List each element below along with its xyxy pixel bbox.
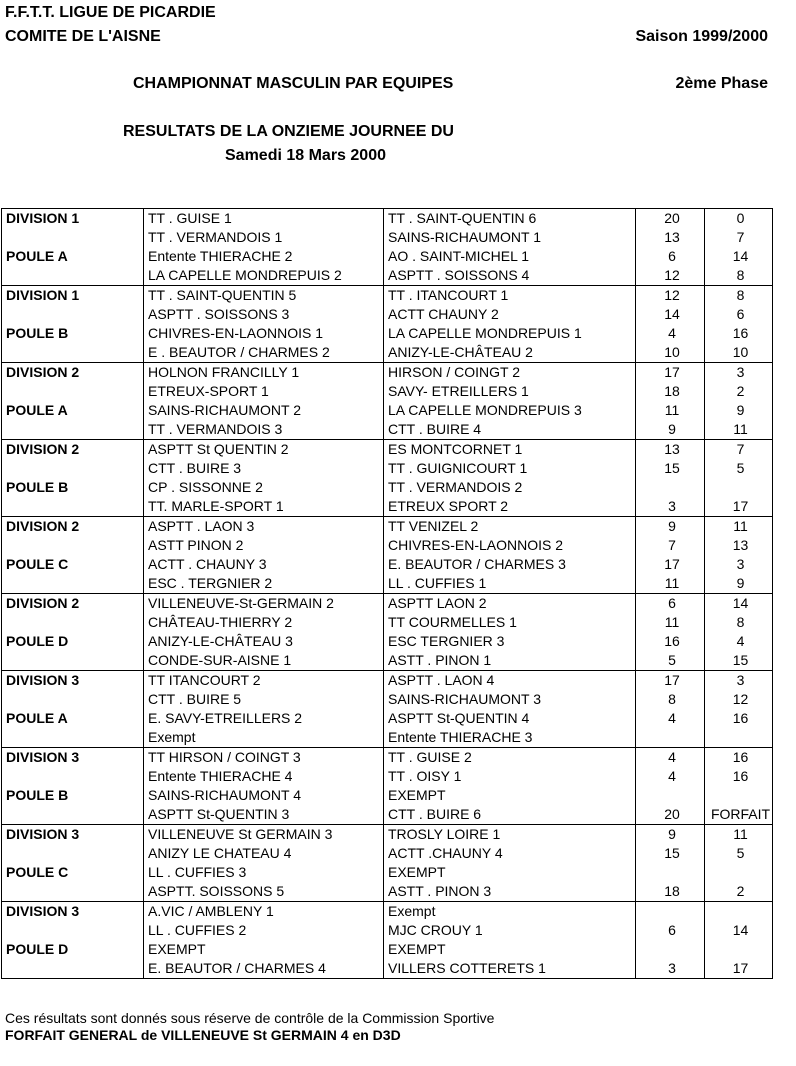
table-row <box>2 844 773 863</box>
home-team: CP . SISSONNE 2 <box>144 478 384 497</box>
away-score: 5 <box>705 459 773 478</box>
home-team: LA CAPELLE MONDREPUIS 2 <box>144 266 384 286</box>
home-team: VILLENEUVE-St-GERMAIN 2 <box>144 594 384 614</box>
away-score: 15 <box>705 651 773 671</box>
away-team: VILLERS COTTERETS 1 <box>384 959 636 979</box>
division-label: DIVISION 3 <box>2 902 144 922</box>
division-label: DIVISION 2 <box>2 517 144 537</box>
home-score: 11 <box>636 613 705 632</box>
home-score: 11 <box>636 574 705 594</box>
away-team: ANIZY-LE-CHÂTEAU 2 <box>384 343 636 363</box>
home-score: 17 <box>636 363 705 383</box>
home-score: 14 <box>636 305 705 324</box>
table-row <box>2 728 773 748</box>
table-row <box>2 863 773 882</box>
away-score <box>705 728 773 748</box>
table-row <box>2 805 773 825</box>
table-row <box>2 266 773 286</box>
table-row <box>2 459 773 478</box>
empty-cell <box>2 536 144 555</box>
away-score: 12 <box>705 690 773 709</box>
away-score: 3 <box>705 671 773 691</box>
away-score: 5 <box>705 844 773 863</box>
home-score: 15 <box>636 844 705 863</box>
away-score: 16 <box>705 709 773 728</box>
away-team: MJC CROUY 1 <box>384 921 636 940</box>
season-label: Saison 1999/2000 <box>635 28 768 45</box>
table-row <box>2 497 773 517</box>
home-score <box>636 863 705 882</box>
home-score: 13 <box>636 440 705 460</box>
home-score <box>636 478 705 497</box>
away-score: 11 <box>705 517 773 537</box>
home-score: 18 <box>636 382 705 401</box>
away-score: 8 <box>705 613 773 632</box>
home-score: 13 <box>636 228 705 247</box>
away-team: EXEMPT <box>384 940 636 959</box>
results-date: Samedi 18 Mars 2000 <box>225 147 386 164</box>
home-score: 9 <box>636 825 705 845</box>
home-team: TT HIRSON / COINGT 3 <box>144 748 384 768</box>
table-row <box>2 594 773 614</box>
home-team: E. SAVY-ETREILLERS 2 <box>144 709 384 728</box>
home-team: LL . CUFFIES 3 <box>144 863 384 882</box>
table-row <box>2 343 773 363</box>
table-row <box>2 228 773 247</box>
table-row <box>2 324 773 343</box>
table-row <box>2 690 773 709</box>
home-team: VILLENEUVE St GERMAIN 3 <box>144 825 384 845</box>
empty-cell <box>2 690 144 709</box>
away-score: 7 <box>705 228 773 247</box>
away-score <box>705 863 773 882</box>
away-score: 14 <box>705 921 773 940</box>
table-row <box>2 671 773 691</box>
away-team: EXEMPT <box>384 863 636 882</box>
table-row <box>2 209 773 229</box>
away-score: 2 <box>705 882 773 902</box>
home-score: 4 <box>636 748 705 768</box>
empty-cell <box>2 266 144 286</box>
away-team: SAVY- ETREILLERS 1 <box>384 382 636 401</box>
home-score: 20 <box>636 209 705 229</box>
away-team: ASPTT LAON 2 <box>384 594 636 614</box>
away-score: 11 <box>705 420 773 440</box>
empty-cell <box>2 959 144 979</box>
home-team: CTT . BUIRE 3 <box>144 459 384 478</box>
away-team: TT COURMELLES 1 <box>384 613 636 632</box>
empty-cell <box>2 305 144 324</box>
away-team: ACTT CHAUNY 2 <box>384 305 636 324</box>
away-team: ASTT . PINON 3 <box>384 882 636 902</box>
away-team: ACTT .CHAUNY 4 <box>384 844 636 863</box>
table-row <box>2 632 773 651</box>
away-team: LA CAPELLE MONDREPUIS 1 <box>384 324 636 343</box>
away-team: EXEMPT <box>384 786 636 805</box>
home-score: 3 <box>636 959 705 979</box>
home-team: ANIZY LE CHATEAU 4 <box>144 844 384 863</box>
away-team: E. BEAUTOR / CHARMES 3 <box>384 555 636 574</box>
empty-cell <box>2 651 144 671</box>
home-team: CHÂTEAU-THIERRY 2 <box>144 613 384 632</box>
empty-cell <box>2 420 144 440</box>
footer-note: Ces résultats sont donnés sous réserve de contrôle de la Commission Sportive <box>5 1010 495 1026</box>
home-team: A.VIC / AMBLENY 1 <box>144 902 384 922</box>
poule-label: POULE D <box>2 940 144 959</box>
home-score: 15 <box>636 459 705 478</box>
home-team: TT . SAINT-QUENTIN 5 <box>144 286 384 306</box>
away-team: SAINS-RICHAUMONT 1 <box>384 228 636 247</box>
table-row <box>2 247 773 266</box>
poule-label: POULE A <box>2 709 144 728</box>
away-team: TT . SAINT-QUENTIN 6 <box>384 209 636 229</box>
home-score: 9 <box>636 420 705 440</box>
table-row <box>2 517 773 537</box>
away-score: 3 <box>705 363 773 383</box>
poule-label: POULE B <box>2 478 144 497</box>
home-team: ASPTT. SOISSONS 5 <box>144 882 384 902</box>
away-score: 10 <box>705 343 773 363</box>
home-team: E. BEAUTOR / CHARMES 4 <box>144 959 384 979</box>
home-score: 8 <box>636 690 705 709</box>
division-label: DIVISION 3 <box>2 825 144 845</box>
table-row <box>2 882 773 902</box>
phase-label: 2ème Phase <box>675 75 768 92</box>
away-team: TT . ITANCOURT 1 <box>384 286 636 306</box>
away-team: ASPTT . SOISSONS 4 <box>384 266 636 286</box>
home-team: ASTT PINON 2 <box>144 536 384 555</box>
home-team: ACTT . CHAUNY 3 <box>144 555 384 574</box>
footer-forfait: FORFAIT GENERAL de VILLENEUVE St GERMAIN 4 en D3D <box>5 1027 401 1043</box>
home-team: TT . VERMANDOIS 3 <box>144 420 384 440</box>
away-score: FORFAIT <box>705 805 773 825</box>
home-team: TT . VERMANDOIS 1 <box>144 228 384 247</box>
home-score: 6 <box>636 921 705 940</box>
away-score: 6 <box>705 305 773 324</box>
table-row <box>2 748 773 768</box>
away-score <box>705 902 773 922</box>
home-team: Entente THIERACHE 2 <box>144 247 384 266</box>
away-score: 14 <box>705 247 773 266</box>
home-team: SAINS-RICHAUMONT 2 <box>144 401 384 420</box>
table-row <box>2 902 773 922</box>
away-team: CTT . BUIRE 4 <box>384 420 636 440</box>
away-score: 0 <box>705 209 773 229</box>
away-score: 2 <box>705 382 773 401</box>
home-score: 4 <box>636 767 705 786</box>
away-score: 17 <box>705 959 773 979</box>
table-row <box>2 959 773 979</box>
home-team: TT. MARLE-SPORT 1 <box>144 497 384 517</box>
home-score: 6 <box>636 247 705 266</box>
away-score <box>705 940 773 959</box>
home-score: 12 <box>636 266 705 286</box>
empty-cell <box>2 343 144 363</box>
table-row <box>2 940 773 959</box>
empty-cell <box>2 844 144 863</box>
away-team: CHIVRES-EN-LAONNOIS 2 <box>384 536 636 555</box>
empty-cell <box>2 574 144 594</box>
empty-cell <box>2 767 144 786</box>
away-team: ASTT . PINON 1 <box>384 651 636 671</box>
home-team: EXEMPT <box>144 940 384 959</box>
home-score: 10 <box>636 343 705 363</box>
away-team: AO . SAINT-MICHEL 1 <box>384 247 636 266</box>
home-score: 3 <box>636 497 705 517</box>
federation-title: F.F.T.T. LIGUE DE PICARDIE <box>5 4 216 21</box>
home-team: Entente THIERACHE 4 <box>144 767 384 786</box>
division-label: DIVISION 3 <box>2 671 144 691</box>
poule-label: POULE B <box>2 324 144 343</box>
away-team: ES MONTCORNET 1 <box>384 440 636 460</box>
empty-cell <box>2 613 144 632</box>
home-score: 5 <box>636 651 705 671</box>
away-team: TT . VERMANDOIS 2 <box>384 478 636 497</box>
table-row <box>2 401 773 420</box>
away-team: ETREUX SPORT 2 <box>384 497 636 517</box>
results-table <box>1 208 773 979</box>
table-row <box>2 382 773 401</box>
committee-title: COMITE DE L'AISNE <box>5 28 161 45</box>
away-score: 7 <box>705 440 773 460</box>
home-score <box>636 902 705 922</box>
away-team: Entente THIERACHE 3 <box>384 728 636 748</box>
away-score: 9 <box>705 401 773 420</box>
away-team: HIRSON / COINGT 2 <box>384 363 636 383</box>
home-score: 6 <box>636 594 705 614</box>
empty-cell <box>2 728 144 748</box>
division-label: DIVISION 1 <box>2 209 144 229</box>
away-team: Exempt <box>384 902 636 922</box>
home-score: 17 <box>636 555 705 574</box>
table-row <box>2 825 773 845</box>
table-row <box>2 286 773 306</box>
home-score: 16 <box>636 632 705 651</box>
home-team: E . BEAUTOR / CHARMES 2 <box>144 343 384 363</box>
away-team: TT . OISY 1 <box>384 767 636 786</box>
table-row <box>2 709 773 728</box>
away-team: CTT . BUIRE 6 <box>384 805 636 825</box>
poule-label: POULE A <box>2 401 144 420</box>
home-team: CTT . BUIRE 5 <box>144 690 384 709</box>
division-label: DIVISION 1 <box>2 286 144 306</box>
away-team: ASPTT . LAON 4 <box>384 671 636 691</box>
table-row <box>2 440 773 460</box>
away-score: 13 <box>705 536 773 555</box>
division-label: DIVISION 2 <box>2 594 144 614</box>
home-score: 12 <box>636 286 705 306</box>
away-team: ASPTT St-QUENTIN 4 <box>384 709 636 728</box>
home-score <box>636 786 705 805</box>
home-score <box>636 728 705 748</box>
poule-label: POULE B <box>2 786 144 805</box>
empty-cell <box>2 228 144 247</box>
home-score: 4 <box>636 709 705 728</box>
division-label: DIVISION 2 <box>2 363 144 383</box>
table-row <box>2 363 773 383</box>
home-team: CHIVRES-EN-LAONNOIS 1 <box>144 324 384 343</box>
home-team: ASPTT . LAON 3 <box>144 517 384 537</box>
away-score: 17 <box>705 497 773 517</box>
empty-cell <box>2 382 144 401</box>
home-score: 7 <box>636 536 705 555</box>
table-row <box>2 478 773 497</box>
home-team: ANIZY-LE-CHÂTEAU 3 <box>144 632 384 651</box>
home-team: ETREUX-SPORT 1 <box>144 382 384 401</box>
away-team: TROSLY LOIRE 1 <box>384 825 636 845</box>
empty-cell <box>2 921 144 940</box>
poule-label: POULE C <box>2 863 144 882</box>
away-team: TT . GUIGNICOURT 1 <box>384 459 636 478</box>
championship-title: CHAMPIONNAT MASCULIN PAR EQUIPES <box>133 75 454 92</box>
empty-cell <box>2 497 144 517</box>
away-team: TT . GUISE 2 <box>384 748 636 768</box>
table-row <box>2 613 773 632</box>
home-team: ASPTT St QUENTIN 2 <box>144 440 384 460</box>
away-score: 16 <box>705 324 773 343</box>
away-score: 16 <box>705 767 773 786</box>
home-team: TT . GUISE 1 <box>144 209 384 229</box>
home-team: Exempt <box>144 728 384 748</box>
table-row <box>2 420 773 440</box>
home-team: SAINS-RICHAUMONT 4 <box>144 786 384 805</box>
away-score: 14 <box>705 594 773 614</box>
home-team: LL . CUFFIES 2 <box>144 921 384 940</box>
away-score: 8 <box>705 266 773 286</box>
empty-cell <box>2 805 144 825</box>
table-row <box>2 536 773 555</box>
away-score <box>705 786 773 805</box>
home-team: TT ITANCOURT 2 <box>144 671 384 691</box>
home-team: ASPTT . SOISSONS 3 <box>144 305 384 324</box>
home-score <box>636 940 705 959</box>
empty-cell <box>2 882 144 902</box>
away-team: LA CAPELLE MONDREPUIS 3 <box>384 401 636 420</box>
home-team: HOLNON FRANCILLY 1 <box>144 363 384 383</box>
away-team: LL . CUFFIES 1 <box>384 574 636 594</box>
table-row <box>2 305 773 324</box>
home-score: 11 <box>636 401 705 420</box>
table-row <box>2 786 773 805</box>
home-team: CONDE-SUR-AISNE 1 <box>144 651 384 671</box>
table-row <box>2 767 773 786</box>
home-score: 17 <box>636 671 705 691</box>
home-score: 9 <box>636 517 705 537</box>
home-team: ASPTT St-QUENTIN 3 <box>144 805 384 825</box>
home-score: 4 <box>636 324 705 343</box>
away-score: 16 <box>705 748 773 768</box>
away-score: 11 <box>705 825 773 845</box>
table-row <box>2 651 773 671</box>
empty-cell <box>2 459 144 478</box>
poule-label: POULE C <box>2 555 144 574</box>
table-row <box>2 555 773 574</box>
poule-label: POULE D <box>2 632 144 651</box>
poule-label: POULE A <box>2 247 144 266</box>
division-label: DIVISION 2 <box>2 440 144 460</box>
results-title: RESULTATS DE LA ONZIEME JOURNEE DU <box>123 123 454 140</box>
table-row <box>2 921 773 940</box>
division-label: DIVISION 3 <box>2 748 144 768</box>
away-score: 8 <box>705 286 773 306</box>
home-score: 18 <box>636 882 705 902</box>
table-row <box>2 574 773 594</box>
home-team: ESC . TERGNIER 2 <box>144 574 384 594</box>
away-team: TT VENIZEL 2 <box>384 517 636 537</box>
home-score: 20 <box>636 805 705 825</box>
away-score <box>705 478 773 497</box>
away-score: 4 <box>705 632 773 651</box>
away-score: 3 <box>705 555 773 574</box>
away-team: ESC TERGNIER 3 <box>384 632 636 651</box>
away-team: SAINS-RICHAUMONT 3 <box>384 690 636 709</box>
away-score: 9 <box>705 574 773 594</box>
